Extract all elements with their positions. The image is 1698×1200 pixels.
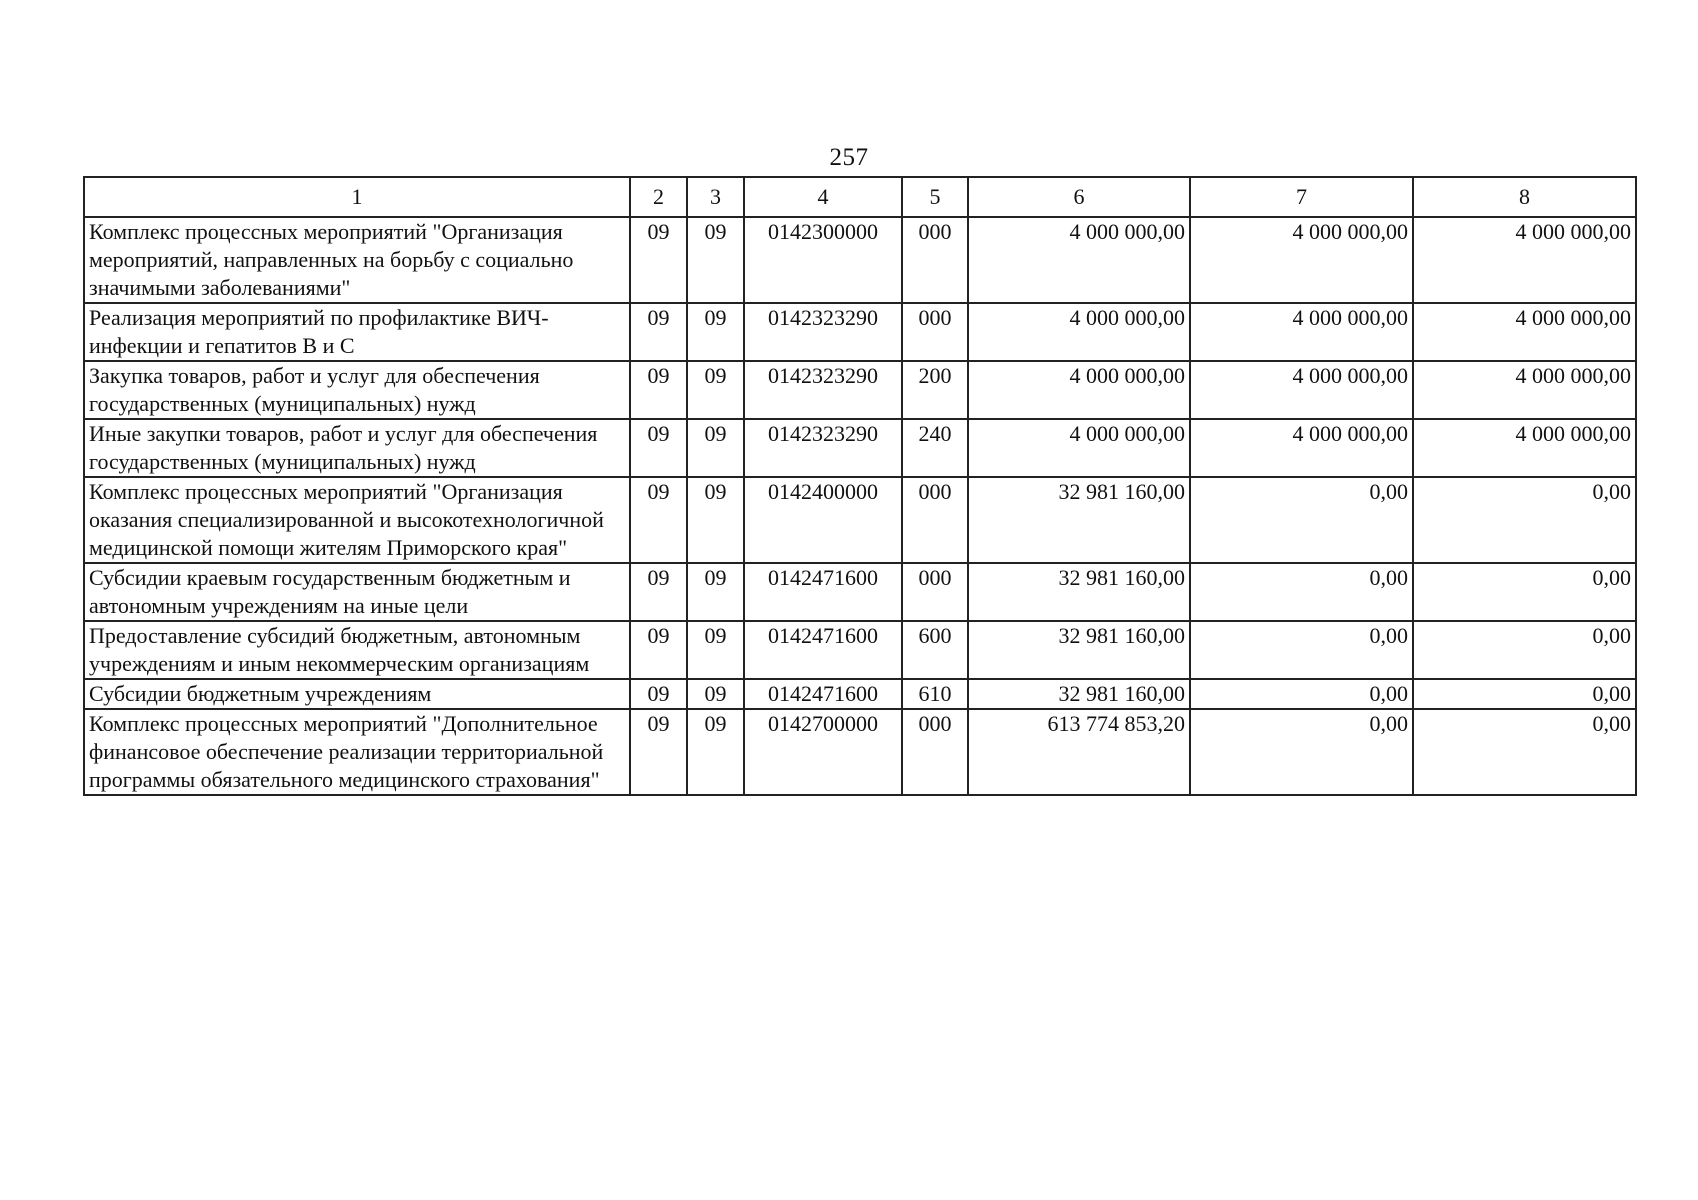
amount-2-cell [1190, 419, 1413, 477]
amount-1: 32 981 160,00 [1058, 565, 1185, 590]
expense-code: 000 [918, 711, 952, 736]
amount-2: 4 000 000,00 [1292, 363, 1408, 388]
table-row [84, 679, 1636, 709]
expense-code: 000 [918, 219, 952, 244]
section-cell [630, 621, 687, 679]
subsection-code: 09 [704, 305, 727, 330]
amount-1-cell [968, 477, 1190, 563]
section-cell [630, 563, 687, 621]
target-code: 0142323290 [768, 421, 878, 446]
target-code: 0142471600 [768, 623, 878, 648]
header-col-6: 6 [968, 177, 1190, 217]
amount-3: 0,00 [1592, 565, 1631, 590]
amount-1: 32 981 160,00 [1058, 681, 1185, 706]
amount-2: 0,00 [1369, 681, 1408, 706]
expense-cell [902, 419, 968, 477]
target-code: 0142471600 [768, 565, 878, 590]
amount-2: 0,00 [1369, 479, 1408, 504]
subsection-cell [687, 217, 744, 303]
amount-2: 4 000 000,00 [1292, 421, 1408, 446]
header-row [84, 177, 1636, 217]
section-code: 09 [647, 681, 670, 706]
section-code: 09 [647, 219, 670, 244]
amount-1-cell [968, 709, 1190, 795]
amount-3: 0,00 [1592, 623, 1631, 648]
amount-1: 4 000 000,00 [1069, 219, 1185, 244]
table-row [84, 563, 1636, 621]
amount-3-cell [1413, 477, 1636, 563]
amount-2-cell [1190, 679, 1413, 709]
target-code: 0142323290 [768, 363, 878, 388]
row-name-cell [84, 563, 630, 621]
target-cell [744, 361, 902, 419]
row-name-cell [84, 477, 630, 563]
subsection-code: 09 [704, 711, 727, 736]
target-cell [744, 419, 902, 477]
row-name: Комплекс процессных мероприятий "Дополнительное финансовое обеспечение реализации территориальной программы обязательного медицинского страхования" [89, 711, 604, 792]
table-body [84, 217, 1636, 795]
table-row [84, 419, 1636, 477]
row-name-cell [84, 217, 630, 303]
section-code: 09 [647, 479, 670, 504]
subsection-cell [687, 419, 744, 477]
row-name-cell [84, 419, 630, 477]
target-cell [744, 709, 902, 795]
target-code: 0142300000 [768, 219, 878, 244]
target-cell [744, 563, 902, 621]
expense-cell [902, 709, 968, 795]
amount-2-cell [1190, 303, 1413, 361]
amount-1-cell [968, 217, 1190, 303]
amount-3-cell [1413, 217, 1636, 303]
amount-1: 4 000 000,00 [1069, 363, 1185, 388]
subsection-cell [687, 679, 744, 709]
header-col-1: 1 [84, 177, 630, 217]
expense-cell [902, 621, 968, 679]
expense-code: 610 [918, 681, 952, 706]
expense-cell [902, 217, 968, 303]
section-code: 09 [647, 363, 670, 388]
row-name: Предоставление субсидий бюджетным, автономным учреждениям и иным некоммерческим организациям [89, 623, 590, 676]
header-col-4: 4 [744, 177, 902, 217]
expense-code: 600 [918, 623, 952, 648]
row-name-cell [84, 709, 630, 795]
amount-3-cell [1413, 303, 1636, 361]
amount-3-cell [1413, 709, 1636, 795]
amount-3: 4 000 000,00 [1515, 363, 1631, 388]
expense-cell [902, 303, 968, 361]
section-code: 09 [647, 565, 670, 590]
expense-code: 200 [918, 363, 952, 388]
amount-3: 0,00 [1592, 479, 1631, 504]
subsection-cell [687, 621, 744, 679]
amount-2: 0,00 [1369, 565, 1408, 590]
subsection-code: 09 [704, 219, 727, 244]
section-code: 09 [647, 623, 670, 648]
section-code: 09 [647, 711, 670, 736]
subsection-cell [687, 361, 744, 419]
amount-3-cell [1413, 679, 1636, 709]
amount-3: 0,00 [1592, 711, 1631, 736]
amount-1-cell [968, 361, 1190, 419]
row-name: Иные закупки товаров, работ и услуг для обеспечения государственных (муниципальных) нужд [89, 421, 598, 474]
amount-2-cell [1190, 563, 1413, 621]
table-row [84, 477, 1636, 563]
expense-cell [902, 679, 968, 709]
budget-table [83, 176, 1637, 796]
amount-1: 32 981 160,00 [1058, 623, 1185, 648]
amount-1: 613 774 853,20 [1047, 711, 1185, 736]
section-cell [630, 679, 687, 709]
section-cell [630, 361, 687, 419]
amount-1-cell [968, 419, 1190, 477]
row-name: Субсидии бюджетным учреждениям [89, 681, 432, 706]
expense-code: 000 [918, 305, 952, 330]
target-code: 0142471600 [768, 681, 878, 706]
table-header [84, 177, 1636, 217]
amount-2-cell [1190, 709, 1413, 795]
expense-code: 000 [918, 479, 952, 504]
header-col-7: 7 [1190, 177, 1413, 217]
amount-2: 4 000 000,00 [1292, 219, 1408, 244]
row-name: Закупка товаров, работ и услуг для обеспечения государственных (муниципальных) нужд [89, 363, 540, 416]
expense-code: 000 [918, 565, 952, 590]
row-name-cell [84, 361, 630, 419]
header-col-3: 3 [687, 177, 744, 217]
amount-1-cell [968, 563, 1190, 621]
section-cell [630, 477, 687, 563]
amount-1: 4 000 000,00 [1069, 421, 1185, 446]
subsection-code: 09 [704, 421, 727, 446]
expense-cell [902, 477, 968, 563]
section-cell [630, 217, 687, 303]
amount-2: 0,00 [1369, 623, 1408, 648]
subsection-cell [687, 709, 744, 795]
amount-3: 4 000 000,00 [1515, 421, 1631, 446]
section-code: 09 [647, 421, 670, 446]
table-row [84, 361, 1636, 419]
table-row [84, 217, 1636, 303]
subsection-code: 09 [704, 565, 727, 590]
amount-3-cell [1413, 361, 1636, 419]
amount-3: 4 000 000,00 [1515, 219, 1631, 244]
section-cell [630, 709, 687, 795]
subsection-cell [687, 477, 744, 563]
amount-3: 4 000 000,00 [1515, 305, 1631, 330]
amount-2-cell [1190, 361, 1413, 419]
amount-3-cell [1413, 563, 1636, 621]
row-name-cell [84, 679, 630, 709]
page-number: 257 [829, 144, 869, 171]
subsection-code: 09 [704, 479, 727, 504]
row-name: Субсидии краевым государственным бюджетным и автономным учреждениям на иные цели [89, 565, 571, 618]
section-cell [630, 419, 687, 477]
amount-1-cell [968, 621, 1190, 679]
row-name: Комплекс процессных мероприятий "Организация мероприятий, направленных на борьбу с социально значимыми заболеваниями" [89, 219, 574, 300]
section-cell [630, 303, 687, 361]
amount-1-cell [968, 303, 1190, 361]
target-cell [744, 303, 902, 361]
expense-code: 240 [918, 421, 952, 446]
amount-2: 0,00 [1369, 711, 1408, 736]
amount-2-cell [1190, 477, 1413, 563]
header-col-5: 5 [902, 177, 968, 217]
target-cell [744, 477, 902, 563]
target-cell [744, 621, 902, 679]
row-name: Реализация мероприятий по профилактике ВИЧ-инфекции и гепатитов В и С [89, 305, 549, 358]
amount-1: 32 981 160,00 [1058, 479, 1185, 504]
subsection-cell [687, 303, 744, 361]
amount-1: 4 000 000,00 [1069, 305, 1185, 330]
amount-3: 0,00 [1592, 681, 1631, 706]
subsection-code: 09 [704, 681, 727, 706]
table-row [84, 621, 1636, 679]
target-code: 0142323290 [768, 305, 878, 330]
section-code: 09 [647, 305, 670, 330]
amount-2-cell [1190, 217, 1413, 303]
amount-3-cell [1413, 419, 1636, 477]
row-name-cell [84, 303, 630, 361]
row-name-cell [84, 621, 630, 679]
expense-cell [902, 563, 968, 621]
amount-2-cell [1190, 621, 1413, 679]
row-name: Комплекс процессных мероприятий "Организация оказания специализированной и высокотехнологичной медицинской помощи жителям Приморского края" [89, 479, 604, 560]
subsection-cell [687, 563, 744, 621]
subsection-code: 09 [704, 363, 727, 388]
target-cell [744, 679, 902, 709]
header-col-8: 8 [1413, 177, 1636, 217]
table-row [84, 303, 1636, 361]
subsection-code: 09 [704, 623, 727, 648]
target-cell [744, 217, 902, 303]
target-code: 0142400000 [768, 479, 878, 504]
header-col-2: 2 [630, 177, 687, 217]
amount-3-cell [1413, 621, 1636, 679]
amount-1-cell [968, 679, 1190, 709]
table-row [84, 709, 1636, 795]
expense-cell [902, 361, 968, 419]
amount-2: 4 000 000,00 [1292, 305, 1408, 330]
target-code: 0142700000 [768, 711, 878, 736]
